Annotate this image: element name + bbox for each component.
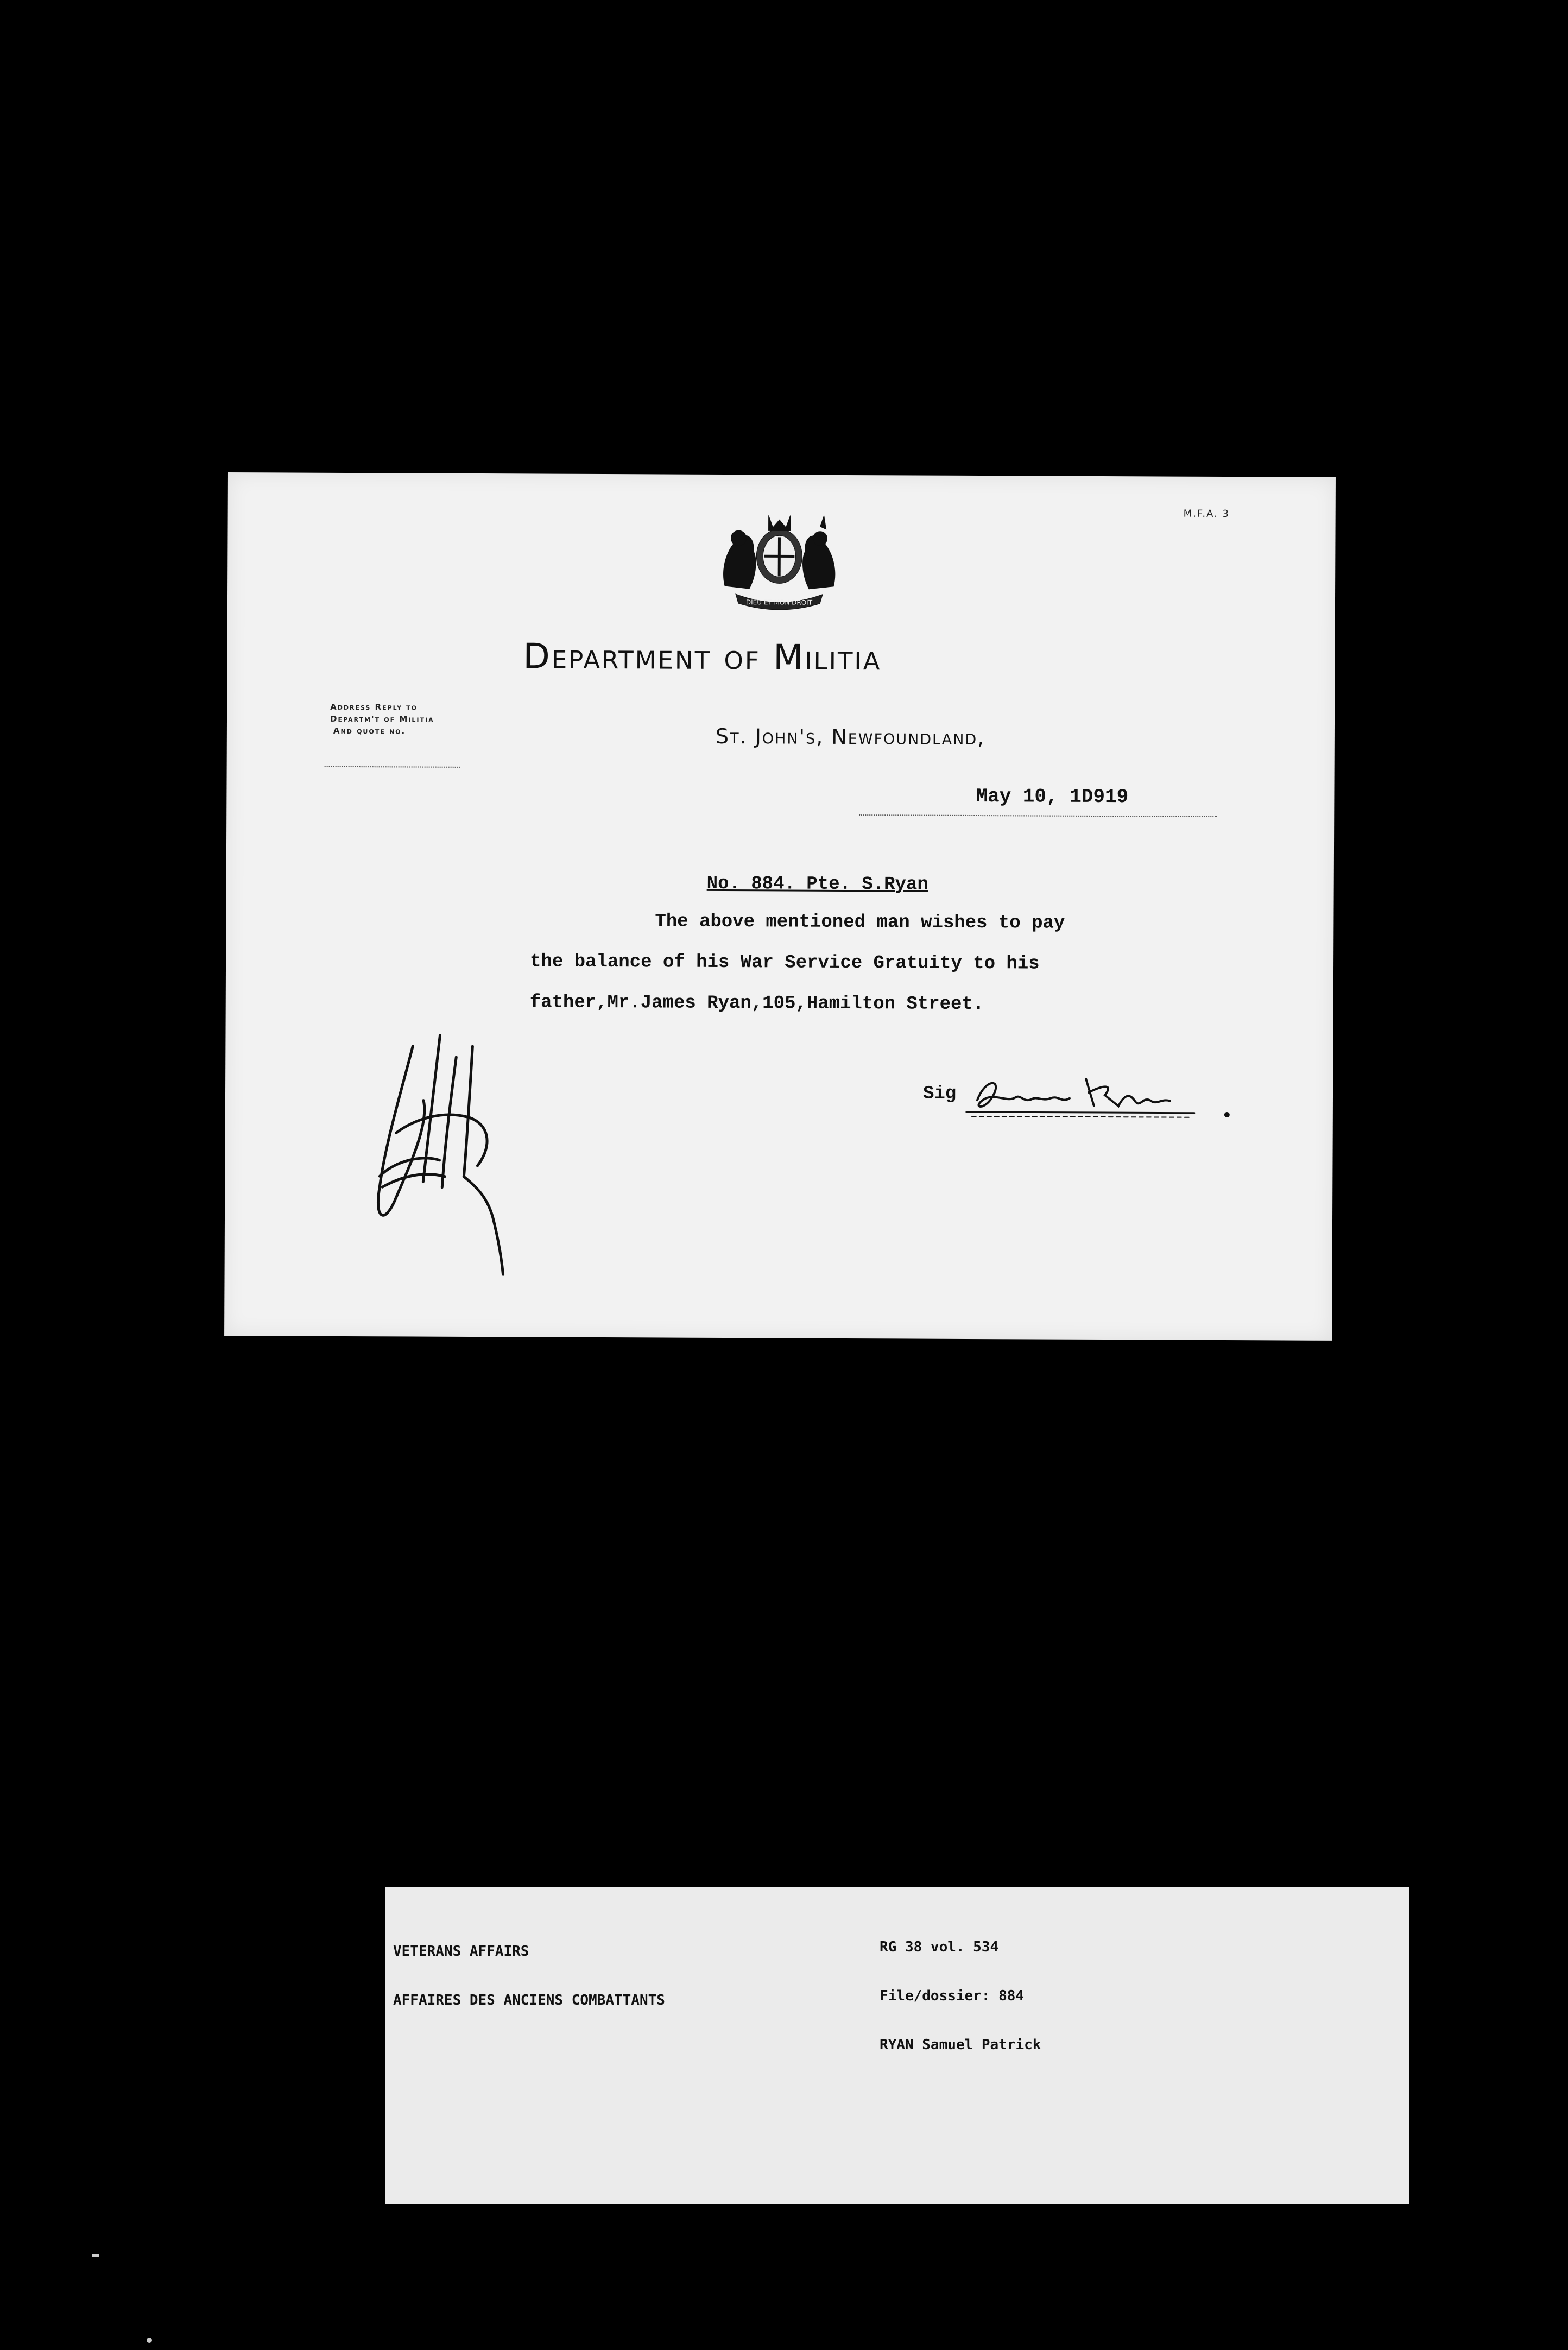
signature-label: Sig (922, 1083, 957, 1104)
address-reply-block (330, 701, 434, 737)
date-rule (859, 814, 1217, 817)
address-line: And quote no. (333, 725, 406, 736)
city-line: St. John's, Newfoundland, (715, 724, 985, 750)
militia-letter (224, 472, 1336, 1341)
form-number: M.F.A. 3 (1183, 508, 1230, 520)
record-group-line: RG 38 vol. 534 (880, 1939, 999, 1955)
body-line: the balance of his War Service Gratuity to his (529, 951, 1040, 975)
agency-lines (393, 1911, 665, 2041)
address-line: Address Reply to (330, 702, 418, 712)
body-line: father,Mr.James Ryan,105,Hamilton Street. (529, 992, 984, 1015)
quote-number-rule (325, 766, 460, 768)
royal-coat-of-arms-icon (703, 504, 856, 614)
agency-line-fr: AFFAIRES DES ANCIENS COMBATTANTS (393, 1992, 665, 2008)
scan-speck (92, 2254, 99, 2257)
letter-date: May 10, 1D919 (976, 785, 1129, 808)
archive-label-card (385, 1887, 1409, 2204)
svg-text:DIEU ET MON DROIT: DIEU ET MON DROIT (745, 598, 813, 607)
body-line: The above mentioned man wishes to pay (655, 911, 1065, 934)
name-line: RYAN Samuel Patrick (880, 2037, 1041, 2053)
scan-speck (147, 2338, 152, 2343)
department-heading: Department of Militia (523, 636, 882, 679)
soldier-reference: No. 884. Pte. S.Ryan (706, 873, 928, 895)
handwritten-signature (956, 1062, 1249, 1123)
file-reference-lines (880, 1906, 1041, 2086)
address-line: Departm't of Militia (330, 713, 434, 724)
bleed-through-text (238, 624, 258, 718)
handwritten-initials (363, 1024, 516, 1280)
agency-line-en: VETERANS AFFAIRS (393, 1943, 529, 1960)
file-number-line: File/dossier: 884 (880, 1988, 1025, 2004)
